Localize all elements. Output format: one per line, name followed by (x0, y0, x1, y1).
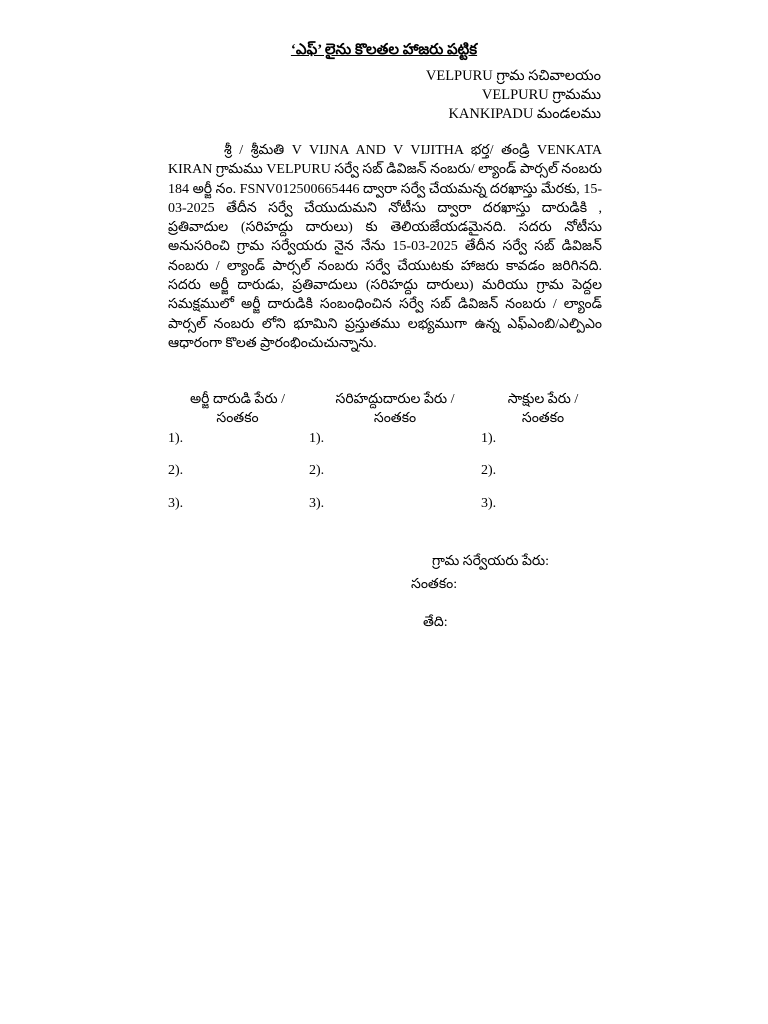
neighbours-header-line1: సరిహద్దుదారుల పేరు / (335, 392, 455, 407)
signature-label: సంతకం: (411, 577, 458, 592)
witnesses-row-3: 3). (481, 496, 497, 511)
applicant-column-header (175, 390, 300, 428)
applicant-row-1: 1). (168, 431, 184, 446)
witnesses-row-2: 2). (481, 463, 497, 478)
neighbours-row-2: 2). (309, 463, 325, 478)
witnesses-header-line2: సంతకం (521, 411, 565, 426)
date-label: తేది: (423, 615, 448, 630)
neighbours-column-header (320, 390, 470, 428)
applicant-row-2: 2). (168, 463, 184, 478)
surveyor-name-label: గ్రామ సర్వేయరు పేరు: (432, 554, 549, 569)
witnesses-header-line1: సాక్షుల పేరు / (507, 392, 579, 407)
address-secretariat: VELPURU గ్రామ సచివాలయం (425, 68, 601, 84)
neighbours-header-line2: సంతకం (373, 411, 417, 426)
applicant-row-3: 3). (168, 496, 184, 511)
page-title: ‘ఎఫ్’ లైను కొలతల హాజరు పట్టిక (290, 42, 478, 58)
neighbours-row-3: 3). (309, 496, 325, 511)
address-mandal: KANKIPADU మండలము (448, 106, 601, 122)
address-village: VELPURU గ్రామము (481, 87, 601, 103)
notice-paragraph: శ్రీ / శ్రీమతి V VIJNA AND V VIJITHA భర్త/ తండ్రి VENKATA KIRAN గ్రామము VELPURU సర్వే సబ్ డివిజన్ నంబరు/ ల్యాండ్ పార్సల్ నంబరు 184 అర్జీ నం. FSNV012500665446 ద్వారా సర్వే చేయమన్న దరఖాస్తు మేరకు, 15-03-2025 తేదీన సర్వే చేయుదుమని నోటీసు ద్వారా దరఖాస్తు దారుడికి , ప్రతివాదుల (సరిహద్దు దారులు) కు తెలియజేయడమైనది. సదరు నోటీసు అనుసరించి గ్రామ సర్వేయరు నైన నేను 15-03-2025 తేదీన సర్వే సబ్ డివిజన్ నంబరు / ల్యాండ్ పార్సల్ నంబరు సర్వే చేయుటకు హాజరు కావడం జరిగినది. సదరు అర్జీ దారుడు, ప్రతివాదులు (సరిహద్దు దారులు) మరియు గ్రామ పెద్దల సమక్షములో అర్జీ దారుడికి సంబంధించిన సర్వే సబ్ డివిజన్ నంబరు / ల్యాండ్ పార్సల్ నంబరు లోని భూమిని ప్రస్తుతము లభ్యముగా ఉన్న ఎఫ్ఎంబి/ఎల్పిఎం ఆధారంగా కొలత ప్రారంభించుచున్నాను. (168, 143, 602, 351)
neighbours-row-1: 1). (309, 431, 325, 446)
applicant-header-line2: సంతకం (216, 411, 259, 426)
applicant-header-line1: అర్జీ దారుడి పేరు / (189, 392, 286, 407)
witnesses-row-1: 1). (481, 431, 497, 446)
witnesses-column-header (488, 390, 598, 428)
